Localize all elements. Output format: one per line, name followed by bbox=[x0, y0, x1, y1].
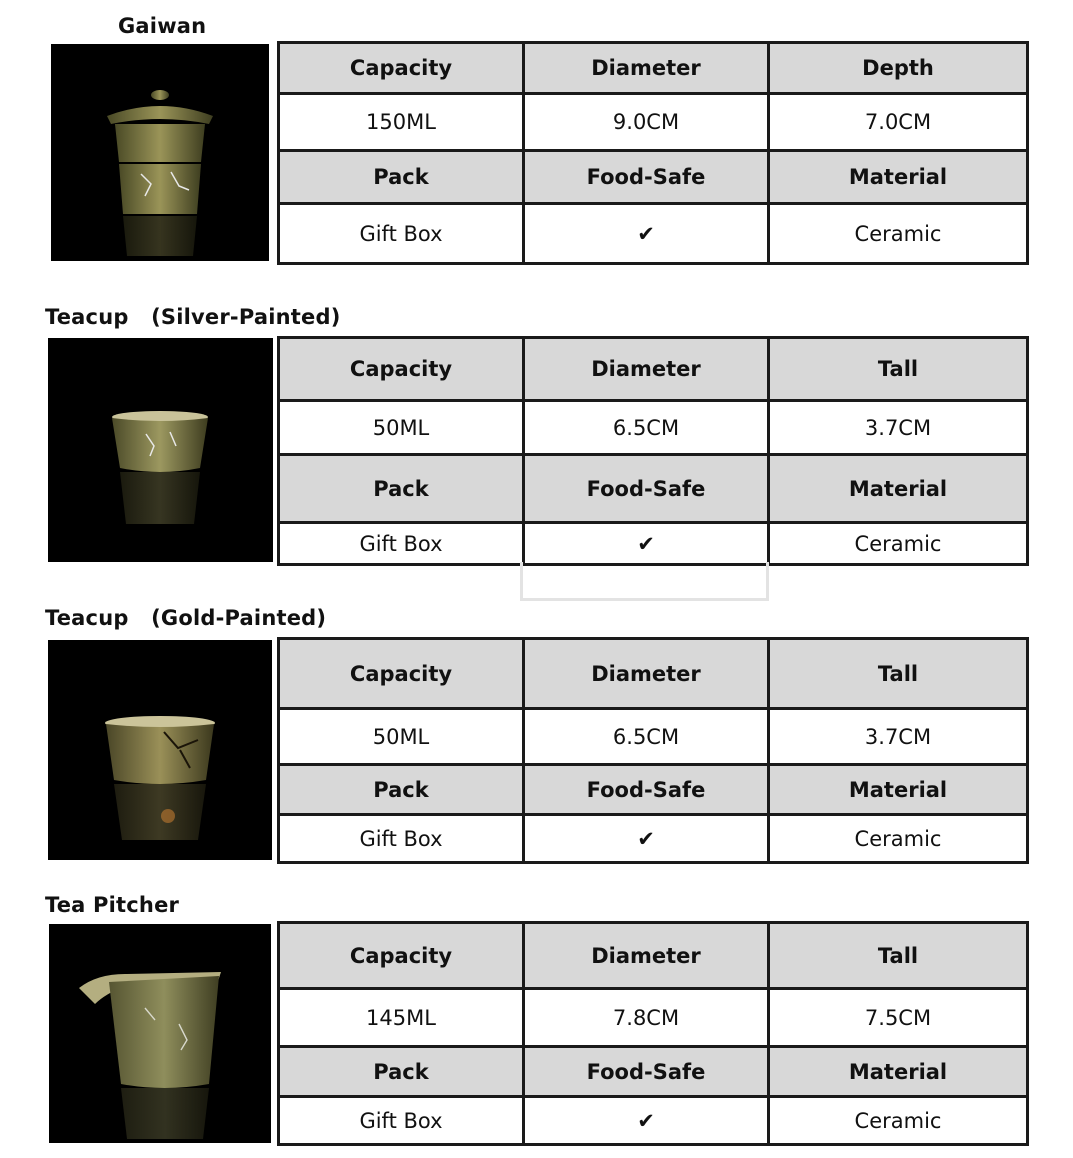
header-tall: Tall bbox=[769, 338, 1028, 401]
header-pack: Pack bbox=[279, 151, 524, 204]
check-mark-icon: ✔ bbox=[524, 204, 769, 264]
spec-table-gaiwan bbox=[277, 41, 1029, 265]
header-diameter: Diameter bbox=[524, 923, 769, 989]
value-material: Ceramic bbox=[769, 815, 1028, 863]
header-food-safe: Food-Safe bbox=[524, 151, 769, 204]
value-material: Ceramic bbox=[769, 204, 1028, 264]
header-food-safe: Food-Safe bbox=[524, 1047, 769, 1097]
value-tall: 7.5CM bbox=[769, 989, 1028, 1047]
value-depth: 7.0CM bbox=[769, 94, 1028, 151]
value-tall: 3.7CM bbox=[769, 709, 1028, 765]
spec-table-teacup-gold bbox=[277, 637, 1029, 864]
header-depth: Depth bbox=[769, 43, 1028, 94]
header-diameter: Diameter bbox=[524, 338, 769, 401]
header-tall: Tall bbox=[769, 639, 1028, 709]
product-title-teacup-gold: Teacup (Gold-Painted) bbox=[45, 606, 327, 630]
header-pack: Pack bbox=[279, 455, 524, 523]
product-title-gaiwan: Gaiwan bbox=[118, 14, 207, 38]
header-diameter: Diameter bbox=[524, 43, 769, 94]
value-capacity: 50ML bbox=[279, 709, 524, 765]
tea-pitcher-photo bbox=[49, 924, 271, 1143]
header-food-safe: Food-Safe bbox=[524, 455, 769, 523]
header-food-safe: Food-Safe bbox=[524, 765, 769, 815]
value-pack: Gift Box bbox=[279, 204, 524, 264]
header-material: Material bbox=[769, 455, 1028, 523]
value-tall: 3.7CM bbox=[769, 401, 1028, 455]
teacup-silver-photo bbox=[48, 338, 273, 562]
header-pack: Pack bbox=[279, 1047, 524, 1097]
product-title-teacup-silver: Teacup (Silver-Painted) bbox=[45, 305, 341, 329]
header-diameter: Diameter bbox=[524, 639, 769, 709]
gaiwan-photo bbox=[51, 44, 269, 261]
value-diameter: 6.5CM bbox=[524, 709, 769, 765]
header-pack: Pack bbox=[279, 765, 524, 815]
value-pack: Gift Box bbox=[279, 1097, 524, 1145]
value-diameter: 7.8CM bbox=[524, 989, 769, 1047]
teacup-gold-photo bbox=[48, 640, 272, 860]
check-mark-icon: ✔ bbox=[524, 1097, 769, 1145]
header-tall: Tall bbox=[769, 923, 1028, 989]
value-capacity: 150ML bbox=[279, 94, 524, 151]
value-diameter: 6.5CM bbox=[524, 401, 769, 455]
header-material: Material bbox=[769, 765, 1028, 815]
value-pack: Gift Box bbox=[279, 815, 524, 863]
header-material: Material bbox=[769, 1047, 1028, 1097]
ghost-cell-outline bbox=[520, 562, 769, 601]
value-pack: Gift Box bbox=[279, 523, 524, 565]
header-capacity: Capacity bbox=[279, 639, 524, 709]
spec-table-teacup-silver bbox=[277, 336, 1029, 566]
check-mark-icon: ✔ bbox=[524, 815, 769, 863]
value-material: Ceramic bbox=[769, 1097, 1028, 1145]
header-material: Material bbox=[769, 151, 1028, 204]
value-material: Ceramic bbox=[769, 523, 1028, 565]
product-title-tea-pitcher: Tea Pitcher bbox=[45, 893, 180, 917]
value-capacity: 145ML bbox=[279, 989, 524, 1047]
value-diameter: 9.0CM bbox=[524, 94, 769, 151]
header-capacity: Capacity bbox=[279, 923, 524, 989]
spec-table-tea-pitcher bbox=[277, 921, 1029, 1146]
header-capacity: Capacity bbox=[279, 43, 524, 94]
value-capacity: 50ML bbox=[279, 401, 524, 455]
check-mark-icon: ✔ bbox=[524, 523, 769, 565]
header-capacity: Capacity bbox=[279, 338, 524, 401]
